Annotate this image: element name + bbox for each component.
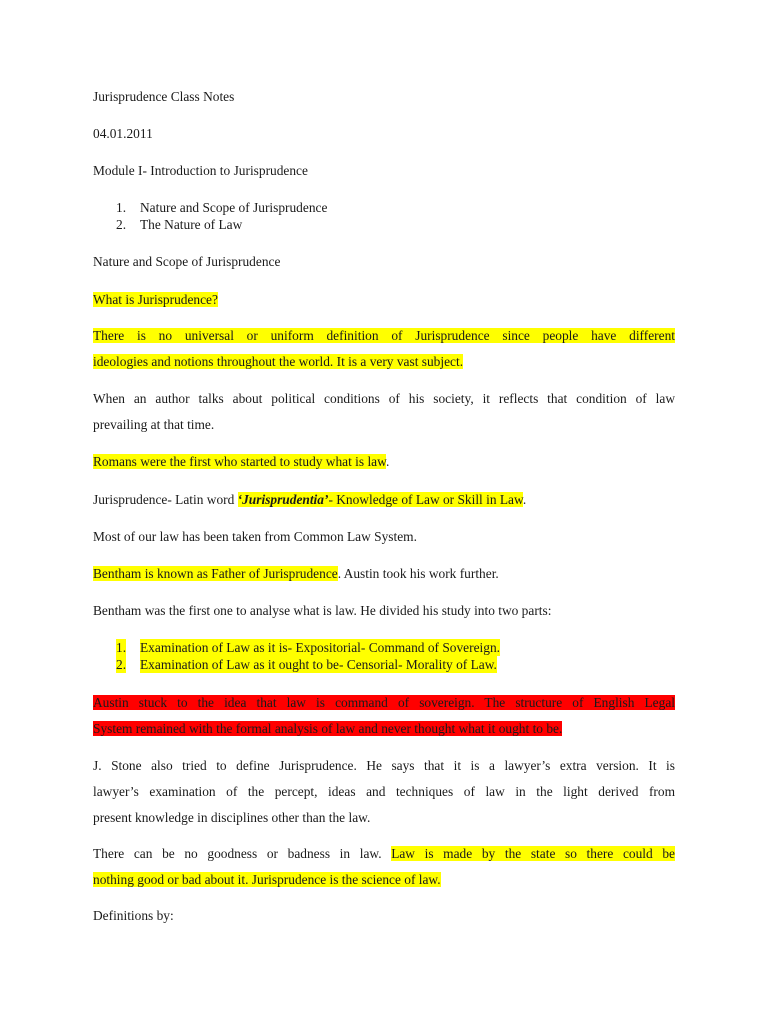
period: . (522, 492, 527, 507)
stone-paragraph (93, 753, 675, 831)
austin-paragraph (93, 690, 675, 742)
latin-word: ‘Jurisprudentia’ (237, 492, 329, 507)
red-highlighted-text: System remained with the formal analysis of law and never thought what it ought to be. (93, 721, 563, 736)
list-text: The Nature of Law (140, 217, 243, 232)
list-text: Examination of Law as it is- Expositorial- Command of Sovereign. (140, 640, 500, 655)
list-item (93, 199, 675, 216)
section-heading: Nature and Scope of Jurisprudence (93, 254, 281, 269)
text-line: J. Stone also tried to define Jurisprudence. He says that it is a lawyer’s extra version. It is (93, 758, 675, 773)
latin-paragraph (93, 487, 675, 513)
latin-prefix: Jurisprudence- Latin word (93, 492, 238, 507)
text-line: When an author talks about political conditions of his society, it reflects that condition of law (93, 391, 675, 406)
bentham-analysis-paragraph: Bentham was the first one to analyse what is law. He divided his study into two parts: (93, 603, 552, 618)
highlighted-text (238, 492, 523, 507)
list-item (93, 639, 675, 656)
text-line (93, 841, 675, 867)
text-line: lawyer’s examination of the percept, ideas and techniques of law in the light derived from (93, 784, 675, 799)
list-item (93, 216, 675, 233)
political-paragraph (93, 386, 675, 438)
bentham-father-paragraph (93, 561, 675, 587)
document-title: Jurisprudence Class Notes (93, 89, 235, 104)
question-paragraph (93, 287, 675, 313)
goodness-paragraph (93, 841, 675, 893)
latin-meaning: - Knowledge of Law or Skill in Law (328, 492, 523, 507)
red-highlighted-text: Austin stuck to the idea that law is command of sovereign. The structure of English Legal (93, 695, 675, 710)
text-line (93, 690, 675, 716)
list-text: Nature and Scope of Jurisprudence (140, 200, 328, 215)
common-law-paragraph: Most of our law has been taken from Common Law System. (93, 529, 417, 544)
text-line (93, 349, 675, 375)
highlighted-text: Bentham is known as Father of Jurisprudence (93, 566, 338, 581)
romans-paragraph (93, 449, 675, 475)
text-line (93, 716, 675, 742)
highlighted-text: nothing good or bad about it. Jurisprudence is the science of law. (93, 872, 441, 887)
module-heading: Module I- Introduction to Jurisprudence (93, 163, 308, 178)
text-line: prevailing at that time. (93, 417, 215, 432)
list-number: 2. (116, 657, 127, 672)
bentham-father-rest: . Austin took his work further. (337, 566, 499, 581)
definitions-by-heading: Definitions by: (93, 908, 174, 923)
text-line: present knowledge in disciplines other than the law. (93, 810, 371, 825)
highlighted-text: Romans were the first who started to study what is law (93, 454, 386, 469)
highlighted-text: Law is made by the state so there could be (391, 846, 675, 861)
highlighted-text: There is no universal or uniform definition of Jurisprudence since people have different (93, 328, 675, 343)
list-item (93, 656, 675, 673)
bentham-parts-list (93, 639, 675, 673)
highlighted-question: What is Jurisprudence? (93, 292, 218, 307)
highlighted-text: ideologies and notions throughout the world. It is a very vast subject. (93, 354, 464, 369)
list-text: Examination of Law as it ought to be- Censorial- Morality of Law. (140, 657, 497, 672)
text-line (93, 867, 675, 893)
document-date: 04.01.2011 (93, 126, 153, 141)
list-number: 2. (116, 217, 127, 232)
list-number: 1. (116, 640, 127, 655)
goodness-prefix: There can be no goodness or badness in law. (93, 846, 392, 861)
period: . (385, 454, 390, 469)
module-topic-list (93, 199, 675, 233)
list-number: 1. (116, 200, 127, 215)
definition-paragraph (93, 323, 675, 375)
text-line (93, 323, 675, 349)
